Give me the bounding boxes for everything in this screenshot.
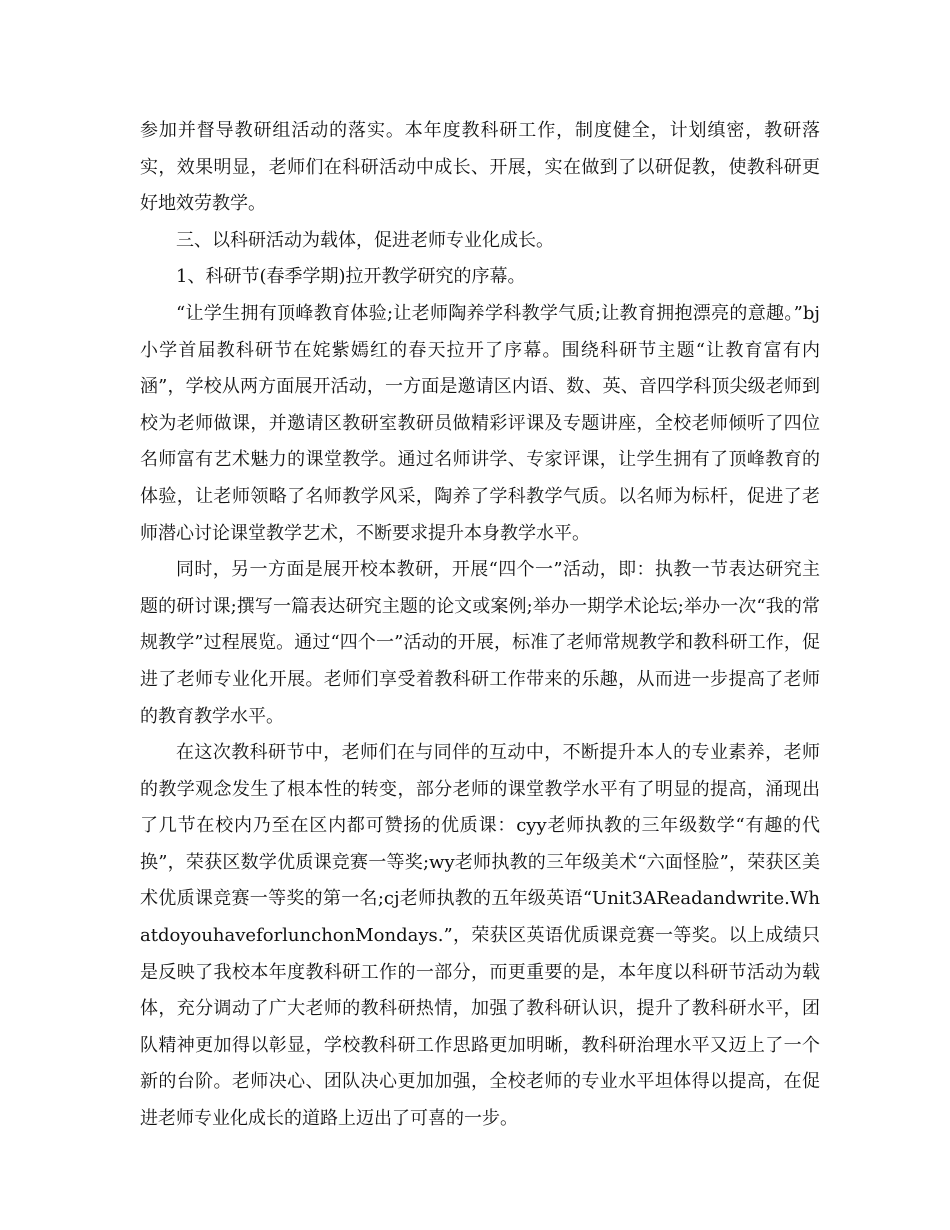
- document-body: [140, 113, 820, 1138]
- paragraph: 在这次教科研节中，老师们在与同伴的互动中，不断提升本人的专业素养，老师的教学观念发生了根本性的转变，部分老师的课堂教学水平有了明显的提高，涌现出了几节在校内乃至在区内都可赞扬的优质课：cyy老师执教的三年级数学“有趣的代换”，荣获区数学优质课竞赛一等奖;wy老师执教的三年级美术“六面怪脸”，荣获区美术优质课竞赛一等奖的第一名;cj老师执教的五年级英语“Unit3AReadandwrite.WhatdoyouhaveforlunchonMondays.”，荣获区英语优质课竞赛一等奖。以上成绩只是反映了我校本年度教科研工作的一部分，而更重要的是，本年度以科研节活动为载体，充分调动了广大老师的教科研热情，加强了教科研认识，提升了教科研水平，团队精神更加得以彰显，学校教科研工作思路更加明晰，教科研治理水平又迈上了一个新的台阶。老师决心、团队决心更加加强，全校老师的专业水平坦体得以提高，在促进老师专业化成长的道路上迈出了可喜的一步。: [140, 742, 820, 1130]
- paragraph-continuation: 参加并督导教研组活动的落实。本年度教科研工作，制度健全，计划缜密，教研落实，效果明显，老师们在科研活动中成长、开展，实在做到了以研促教，使教科研更好地效劳教学。: [140, 120, 820, 215]
- paragraph: 同时，另一方面是展开校本教研，开展“四个一”活动，即：执教一节表达研究主题的研讨课;撰写一篇表达研究主题的论文或案例;举办一期学术论坛;举办一次“我的常规教学”过程展览。通过“四个一”活动的开展，标准了老师常规教学和教科研工作，促进了老师专业化开展。老师们享受着教科研工作带来的乐趣，从而进一步提高了老师的教育教学水平。: [140, 559, 820, 727]
- paragraph: “让学生拥有顶峰教育体验;让老师陶养学科教学气质;让教育拥抱漂亮的意趣。”bj小学首届教科研节在姹紫嫣红的春天拉开了序幕。围绕科研节主题“让教育富有内涵”，学校从两方面展开活动，一方面是邀请区内语、数、英、音四学科顶尖级老师到校为老师做课，并邀请区教研室教研员做精彩评课及专题讲座，全校老师倾听了四位名师富有艺术魅力的课堂教学。通过名师讲学、专家评课，让学生拥有了顶峰教育的体验，让老师领略了名师教学风采，陶养了学科教学气质。以名师为标杆，促进了老师潜心讨论课堂教学艺术，不断要求提升本身教学水平。: [140, 302, 820, 544]
- section-heading: 三、以科研活动为载体，促进老师专业化成长。: [176, 229, 554, 251]
- subsection-heading: 1、科研节(春季学期)拉开教学研究的序幕。: [176, 266, 526, 288]
